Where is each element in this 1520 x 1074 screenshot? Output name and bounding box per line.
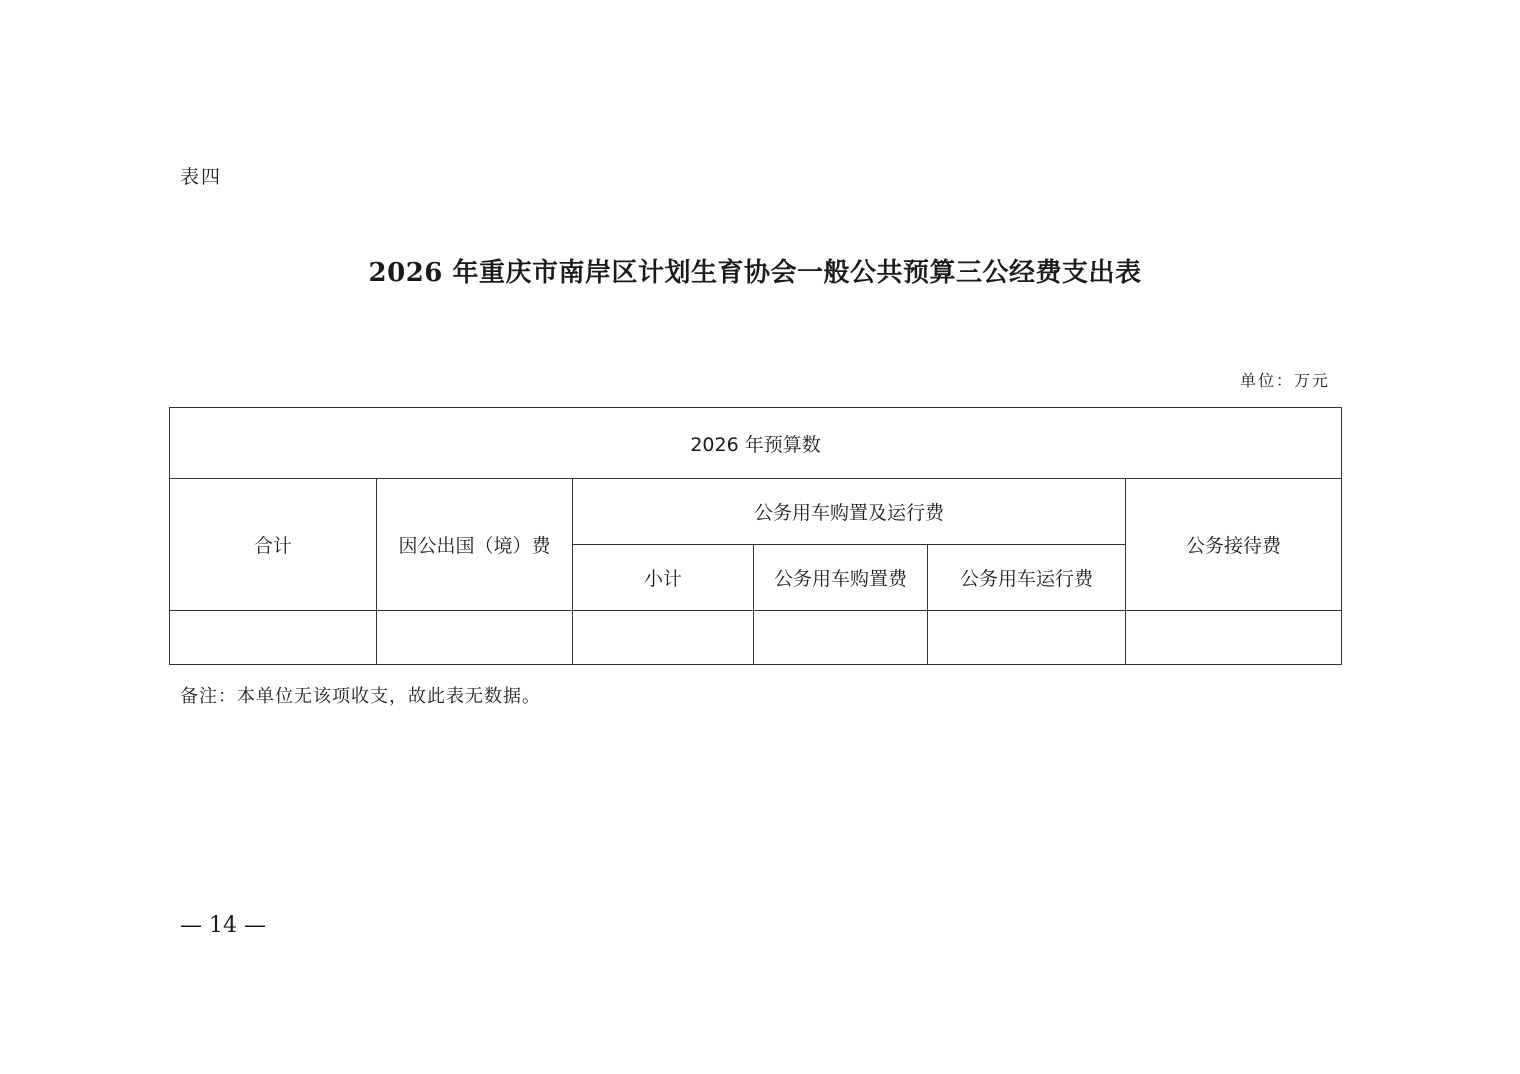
- header-subtotal: 小计: [573, 545, 754, 611]
- table-cell: [377, 611, 573, 665]
- table-row: [170, 611, 1342, 665]
- table-cell: [928, 611, 1126, 665]
- table-header-row: [170, 479, 1342, 545]
- header-total: 合计: [170, 479, 377, 611]
- document-title: 2026 年重庆市南岸区计划生育协会一般公共预算三公经费支出表: [368, 258, 1142, 288]
- table-cell: [1126, 611, 1342, 665]
- header-vehicle-operation: 公务用车运行费: [928, 545, 1126, 611]
- page-number: — 14 —: [180, 913, 266, 938]
- table-header-row: [170, 408, 1342, 479]
- table-cell: [170, 611, 377, 665]
- header-abroad-expense: 因公出国（境）费: [377, 479, 573, 611]
- header-budget-year: 2026 年预算数: [170, 408, 1342, 479]
- budget-table: [169, 407, 1342, 665]
- table-note: 备注：本单位无该项收支，故此表无数据。: [180, 686, 541, 707]
- unit-label: 单位：万元: [1239, 371, 1330, 390]
- header-reception-expense: 公务接待费: [1126, 479, 1342, 611]
- header-vehicle-group: 公务用车购置及运行费: [573, 479, 1126, 545]
- header-vehicle-purchase: 公务用车购置费: [754, 545, 928, 611]
- table-cell: [573, 611, 754, 665]
- table-label: 表四: [180, 166, 223, 188]
- table-cell: [754, 611, 928, 665]
